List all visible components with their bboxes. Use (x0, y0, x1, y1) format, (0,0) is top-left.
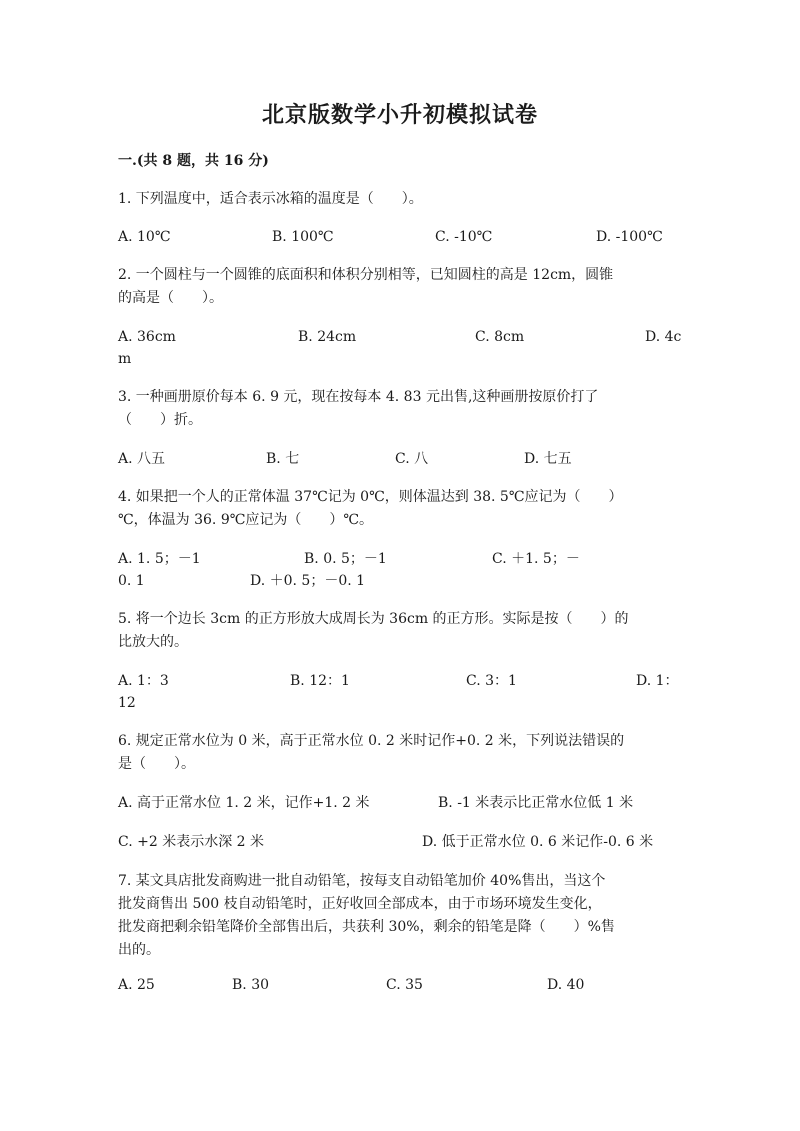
q4-option-d: D. ＋0. 5；－0. 1 (250, 573, 366, 589)
question-2-line-1: 2. 一个圆柱与一个圆锥的底面积和体积分别相等，已知圆柱的高是 12cm，圆锥 (118, 267, 614, 283)
q7-option-c: C. 35 (386, 977, 423, 993)
q4-option-c-wrap: 0. 1 (118, 573, 145, 589)
q1-option-c: C. -10℃ (435, 229, 493, 245)
q4-option-c: C. ＋1. 5；－ (492, 551, 580, 567)
question-3-line-1: 3. 一种画册原价每本 6. 9 元，现在按每本 4. 83 元出售,这种画册按原价打了 (118, 389, 599, 405)
q2-option-c: C. 8cm (475, 329, 525, 345)
q5-option-a: A. 1：3 (118, 673, 169, 689)
q7-option-b: B. 30 (232, 977, 270, 993)
q1-option-d: D. -100℃ (596, 229, 663, 245)
q4-option-b: B. 0. 5；－1 (304, 551, 387, 567)
q4-option-a: A. 1. 5；－1 (118, 551, 201, 567)
q5-option-d-wrap: 12 (118, 695, 136, 711)
question-7-line-2: 批发商售出 500 枝自动铅笔时，正好收回全部成本，由于市场环境发生变化， (118, 896, 602, 912)
question-7-line-4: 出的。 (118, 942, 160, 958)
q2-option-b: B. 24cm (298, 329, 357, 345)
q6-option-c: C. +2 米表示水深 2 米 (118, 834, 265, 850)
question-6-line-1: 6. 规定正常水位为 0 米，高于正常水位 0. 2 米时记作+0. 2 米，下列说法错误的 (118, 733, 625, 749)
q1-option-a: A. 10℃ (118, 229, 171, 245)
q6-option-b: B. -1 米表示比正常水位低 1 米 (438, 795, 634, 811)
q5-option-c: C. 3：1 (466, 673, 517, 689)
question-1-line-1: 1. 下列温度中，适合表示冰箱的温度是（ ）。 (118, 191, 423, 207)
question-6-line-2: 是（ ）。 (118, 756, 195, 772)
q7-option-a: A. 25 (118, 977, 155, 993)
question-3-line-2: （ ）折。 (118, 412, 202, 428)
question-7-line-3: 批发商把剩余铅笔降价全部售出后，共获利 30%，剩余的铅笔是降（ ）%售 (118, 919, 615, 935)
q3-option-b: B. 七 (266, 451, 300, 467)
q1-option-b: B. 100℃ (272, 229, 334, 245)
q3-option-a: A. 八五 (118, 451, 166, 467)
exam-title: 北京版数学小升初模拟试卷 (261, 102, 538, 128)
q2-option-d: D. 4c (645, 329, 682, 345)
q5-option-d: D. 1： (636, 673, 679, 689)
q6-option-a: A. 高于正常水位 1. 2 米，记作+1. 2 米 (118, 795, 370, 811)
question-5-line-1: 5. 将一个边长 3cm 的正方形放大成周长为 36cm 的正方形。实际是按（ ）的 (118, 611, 629, 627)
q2-option-a: A. 36cm (118, 329, 176, 345)
q3-option-d: D. 七五 (524, 451, 572, 467)
question-5-line-2: 比放大的。 (118, 634, 188, 650)
section-heading: 一.(共 8 题，共 16 分) (118, 153, 269, 169)
question-4-line-2: ℃，体温为 36. 9℃应记为（ ）℃。 (118, 512, 374, 528)
question-4-line-1: 4. 如果把一个人的正常体温 37℃记为 0℃，则体温达到 38. 5℃应记为（ ） (118, 489, 623, 505)
q7-option-d: D. 40 (547, 977, 585, 993)
q5-option-b: B. 12：1 (290, 673, 350, 689)
q2-option-d-wrap: m (118, 351, 132, 367)
q3-option-c: C. 八 (395, 451, 429, 467)
q6-option-d: D. 低于正常水位 0. 6 米记作-0. 6 米 (422, 834, 654, 850)
question-2-line-2: 的高是（ ）。 (118, 290, 223, 306)
question-7-line-1: 7. 某文具店批发商购进一批自动铅笔，按每支自动铅笔加价 40%售出，当这个 (118, 873, 606, 889)
